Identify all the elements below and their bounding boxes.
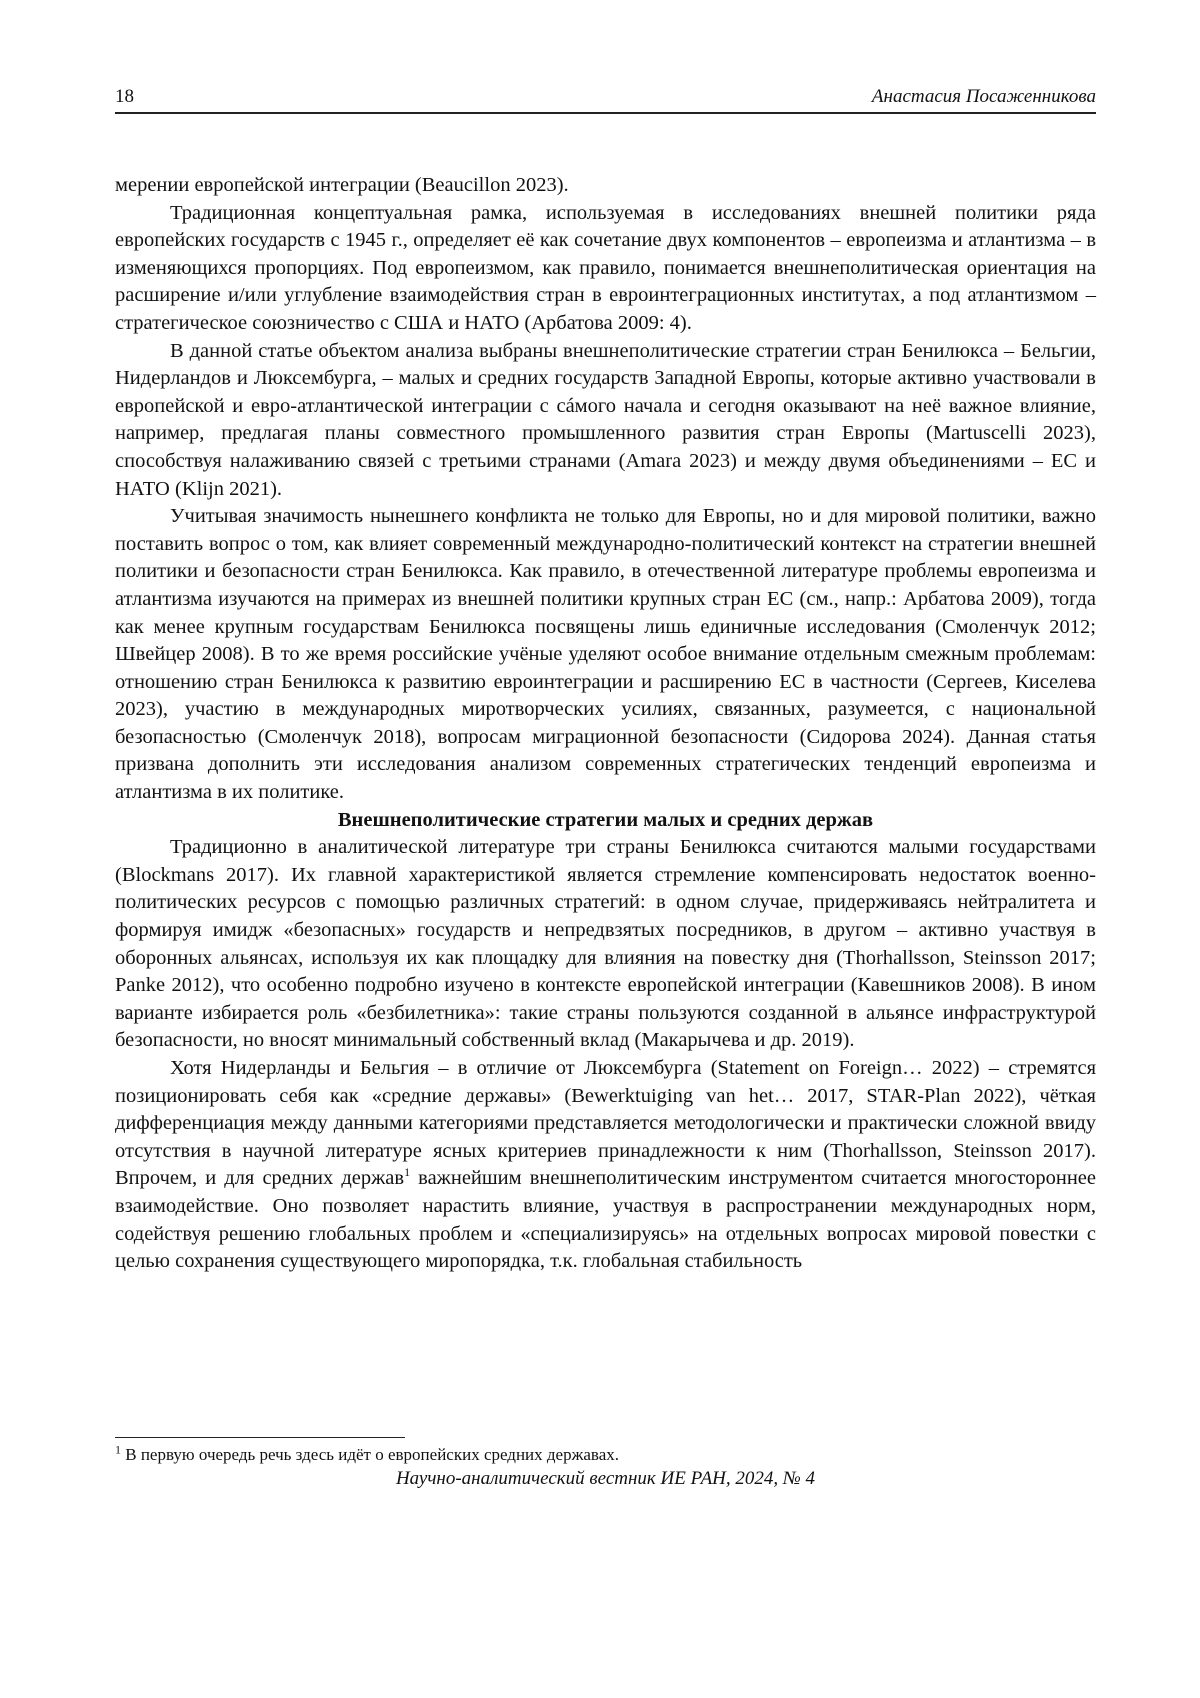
footnote-divider bbox=[115, 1437, 405, 1438]
footnote-reference[interactable]: 1 bbox=[404, 1165, 411, 1180]
paragraph: Учитывая значимость нынешнего конфликта не только для Европы, но и для мировой политики, важно поставить вопрос о том, как влияет современный международно-политический контекст на стратегии внешней политики и безопасности стран Бенилюкса. Как правило, в отечественной литературе проблемы европеизма и атлантизма изучаются на примерах из внешней политики крупных стран ЕС (см., напр.: Арбатова 2009), тогда как менее крупным государствам Бенилюкса посвящены лишь единичные исследования (Смоленчук 2012; Швейцер 2008). В то же время российские учёные уделяют особое внимание отдельным смежным проблемам: отношению стран Бенилюкса к развитию евроинтеграции и расширению ЕС в частности (Сергеев, Киселева 2023), участию в международных миротворческих усилиях, связанных, разумеется, с национальной безопасностью (Смоленчук 2018), вопросам миграционной безопасности (Сидорова 2024). Данная статья призвана дополнить эти исследования анализом современных стратегических тенденций европеизма и атлантизма в их политике. bbox=[115, 505, 1096, 804]
footnote-text: В первую очередь речь здесь идёт о европейских средних державах. bbox=[121, 1445, 619, 1464]
paragraph bbox=[115, 1055, 1096, 1276]
journal-footer: Научно-аналитический вестник ИЕ РАН, 2024, № 4 bbox=[395, 1468, 816, 1489]
paragraph: Традиционная концептуальная рамка, используемая в исследованиях внешней политики ряда европейских государств с 1945 г., определяет её как сочетание двух компонентов – европеизма и атлантизма – в изменяющихся пропорциях. Под европеизмом, как правило, понимается внешнеполитическая ориентация на расширение и/или углубление взаимодействия стран в евроинтеграционных институтах, а под атлантизмом – стратегическое союзничество с США и НАТО (Арбатова 2009: 4). bbox=[115, 201, 1096, 334]
footnote-marker: 1 bbox=[115, 1442, 121, 1457]
running-header bbox=[115, 86, 1096, 114]
paragraph-text: Хотя Нидерланды и Бельгия – в отличие от Люксембурга (Statement on Foreign… 2022) – стремятся позиционировать себя как «средние державы» (Bewerktuiging van het… 2017, STAR-Plan 2022), чёткая дифференциация между данными категориями представляется методологически и практически сложной ввиду отсутствия в научной литературе ясных критериев принадлежности к ним (Thorhallsson, Steinsson 2017). Впрочем, и для средних держав bbox=[115, 1057, 1096, 1190]
paragraph: В данной статье объектом анализа выбраны внешнеполитические стратегии стран Бенилюкса – Бельгии, Нидерландов и Люксембурга, – малых и средних государств Западной Европы, которые активно участвовали в европейской и евро-атлантической интеграции с сáмого начала и сегодня оказывают на неё важное влияние, например, предлагая планы совместного промышленного развития стран Европы (Martuscelli 2023), способствуя налаживанию связей с третьими странами (Amara 2023) и между двумя объединениями – ЕС и НАТО (Klijn 2021). bbox=[115, 339, 1096, 500]
paragraph-text: важнейшим внешнеполитическим инструментом считается многостороннее взаимодействие. Оно позволяет нарастить влияние, участвуя в распространении международных норм, содействуя решению глобальных проблем и «специализируясь» на отдельных вопросах мировой повестки с целью сохранения существующего миропорядка, т.к. глобальная стабильность bbox=[115, 1167, 1096, 1273]
article-body bbox=[115, 172, 1096, 1276]
section-heading: Внешнеполитические стратегии малых и средних держав bbox=[337, 808, 874, 831]
author-running-head: Анастасия Посаженникова bbox=[871, 86, 1096, 107]
page-number: 18 bbox=[115, 86, 134, 107]
paragraph: Традиционно в аналитической литературе три страны Бенилюкса считаются малыми государствами (Blockmans 2017). Их главной характеристикой является стремление компенсировать недостаток военно-политических ресурсов с помощью различных стратегий: в одном случае, придерживаясь нейтралитета и формируя имидж «безопасных» государств и непредвзятых посредников, в другом – активно участвуя в оборонных альянсах, используя их как площадку для влияния на повестку дня (Thorhallsson, Steinsson 2017; Panke 2012), что особенно подробно изучено в контексте европейской интеграции (Кавешников 2008). В ином варианте избирается роль «безбилетника»: такие страны пользуются созданной в альянсе инфраструктурой безопасности, но вносят минимальный собственный вклад (Макарычева и др. 2019). bbox=[115, 836, 1096, 1052]
paragraph-continuation: мерении европейской интеграции (Beaucillon 2023). bbox=[115, 174, 569, 196]
footnote bbox=[115, 1444, 1096, 1466]
